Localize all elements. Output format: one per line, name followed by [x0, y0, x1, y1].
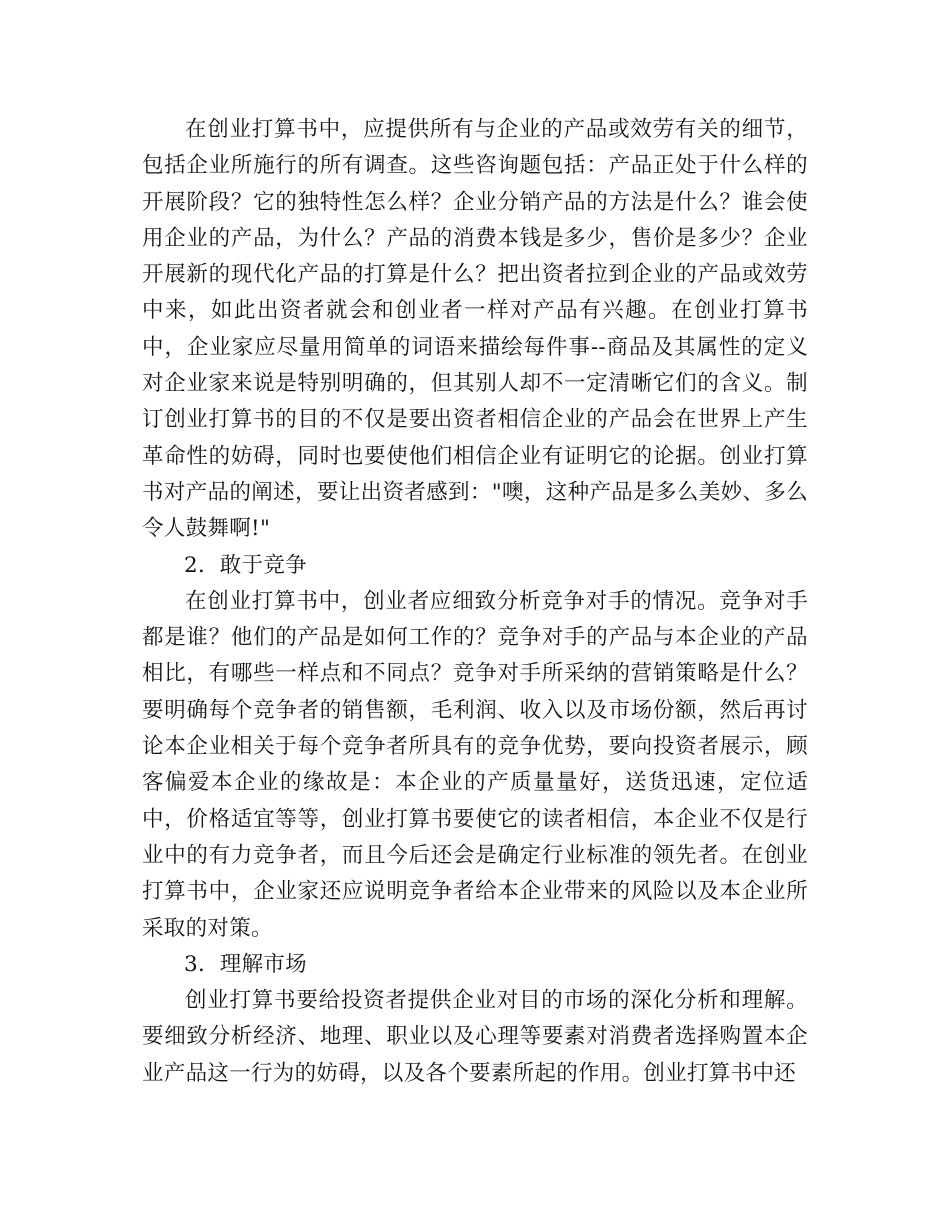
section-heading-market: 3．理解市场 — [184, 951, 307, 977]
paragraph-competition-analysis: 在创业打算书中，创业者应细致分析竞争对手的情况。竞争对手都是谁？他们的产品是如何工作的？竞争对手的产品与本企业的产品相比，有哪些一样点和不同点？竞争对手所采纳的营销策略是什么？要明确每个竞争者的销售额，毛利润、收入以及市场份额，然后再讨论本企业相关于每个竞争者所具有的竞争优势，要向投资者展示，顾客偏爱本企业的缘故是：本企业的产质量量好，送货迅速，定位适中，价格适宜等等，创业打算书要使它的读者相信，本企业不仅是行业中的有力竞争者，而且今后还会是确定行业标准的领先者。在创业打算书中，企业家还应说明竞争者给本企业带来的风险以及本企业所采取的对策。 — [142, 588, 808, 941]
paragraph-product-details: 在创业打算书中，应提供所有与企业的产品或效劳有关的细节，包括企业所施行的所有调查。这些咨询题包括：产品正处于什么样的开展阶段？它的独特性怎么样？企业分销产品的方法是什么？谁会使用企业的产品，为什么？产品的消费本钱是多少，售价是多少？企业开展新的现代化产品的打算是什么？把出资者拉到企业的产品或效劳中来，如此出资者就会和创业者一样对产品有兴趣。在创业打算书中，企业家应尽量用简单的词语来描绘每件事--商品及其属性的定义对企业家来说是特别明确的，但其别人却不一定清晰它们的含义。制订创业打算书的目的不仅是要出资者相信企业的产品会在世界上产生革命性的妨碍，同时也要使他们相信企业有证明它的论据。创业打算书对产品的阐述，要让出资者感到："噢，这种产品是多么美妙、多么令人鼓舞啊!" — [142, 117, 808, 542]
paragraph-market-understanding: 创业打算书要给投资者提供企业对目的市场的深化分析和理解。要细致分析经济、地理、职业以及心理等要素对消费者选择购置本企业产品这一行为的妨碍，以及各个要素所起的作用。创业打算书中还 — [142, 988, 808, 1086]
document-body — [142, 112, 808, 1092]
section-heading-compete: 2．敢于竞争 — [184, 552, 307, 578]
